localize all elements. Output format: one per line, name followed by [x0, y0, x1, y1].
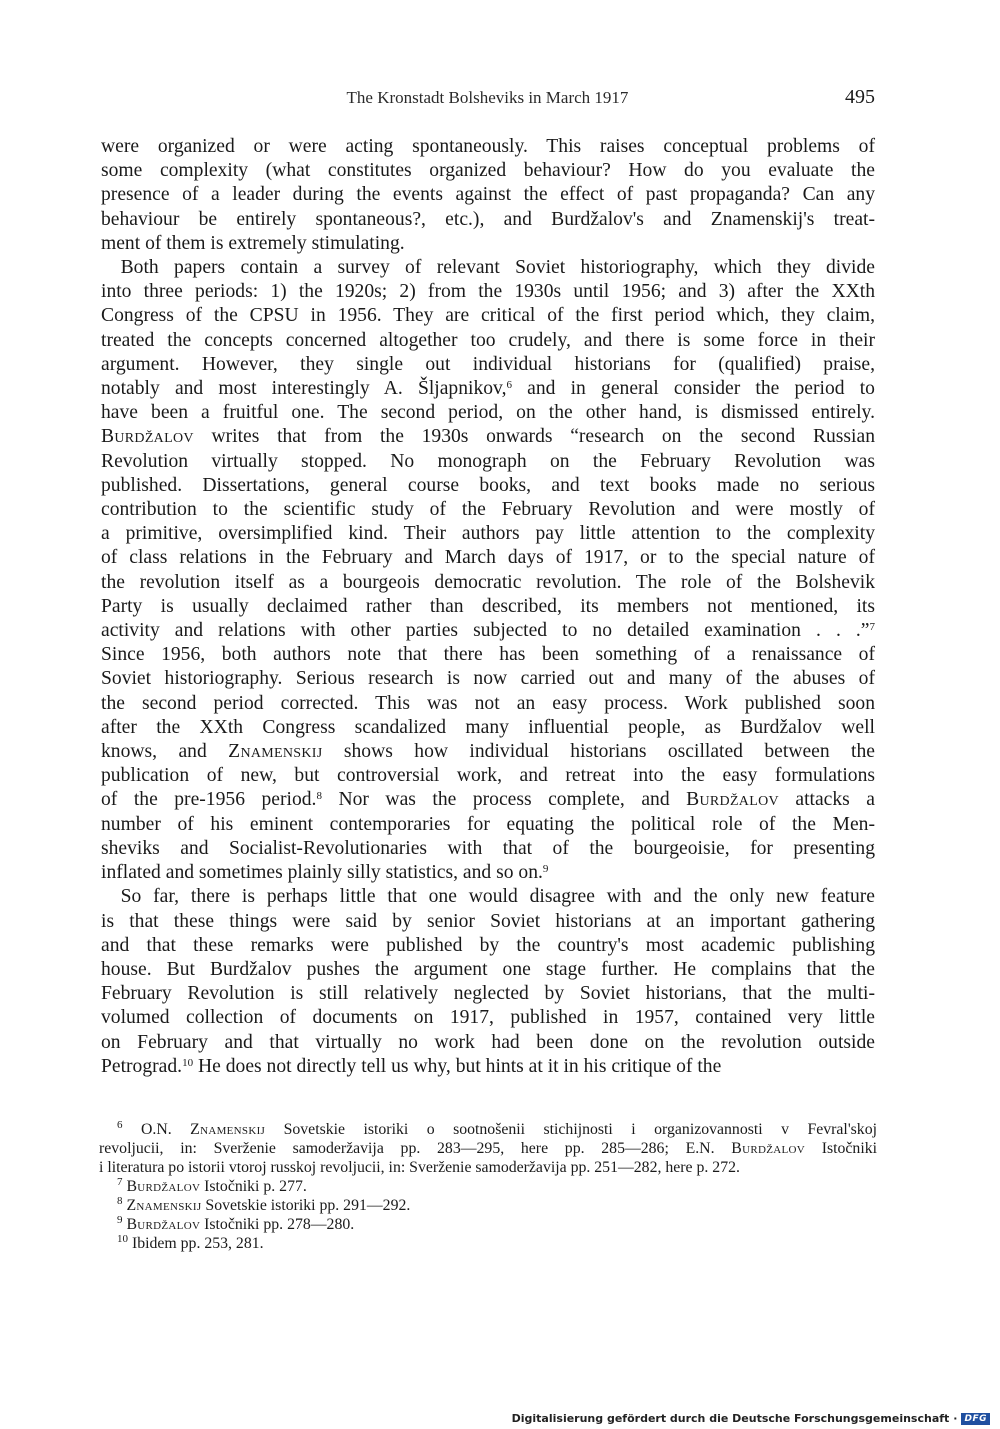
text-run: and that these remarks were published by the country's most academic publishing [101, 934, 875, 956]
footnote-line [99, 1139, 877, 1158]
footnote-ref: 10 [182, 1056, 194, 1069]
text-run: Since 1956, both authors note that there has been something of a renaissance of [101, 644, 875, 666]
text-run: the second period corrected. This was not an easy process. Work published soon [101, 692, 875, 714]
text-line [101, 401, 875, 425]
text-run: shows how individual historians oscillated between the [322, 741, 875, 763]
text-line [101, 280, 875, 304]
text-run: attacks a [778, 789, 875, 811]
text-run: Party is usually declaimed rather than described, its members not mentioned, its [101, 595, 875, 617]
dfg-logo-icon: DFG [961, 1413, 990, 1425]
text-run: writes that from the 1930s onwards “research on the second Russian [193, 426, 875, 448]
footnote-ref: 9 [542, 863, 549, 876]
text-run: published. Dissertations, general course books, and text books made no serious [101, 474, 875, 496]
text-run: number of his eminent contemporaries for equating the political role of the Men- [101, 813, 875, 835]
footnote [117, 1177, 877, 1196]
text-run: i literatura po istorii vtoroj russkoj revoljucii, in: Sverženie samoderžavija pp. 251—282, here p. 272. [99, 1159, 740, 1176]
text-line [101, 619, 875, 643]
text-run: Revolution virtually stopped. No monograph on the February Revolution was [101, 450, 875, 472]
text-run: on February and that virtually no work had been done on the revolution outside [101, 1031, 875, 1053]
text-run: Both papers contain a survey of relevant Soviet historiography, which they divide [101, 257, 875, 279]
text-line [101, 208, 875, 232]
author-name: Znamenskij [126, 1197, 202, 1214]
page-header [100, 88, 875, 114]
text-run: and in general consider the period to [511, 378, 875, 400]
paragraph [101, 885, 875, 1079]
text-run: were organized or were acting spontaneously. This raises conceptual problems of [101, 136, 875, 157]
text-line [101, 910, 875, 934]
text-run: Sovetskie istoriki pp. 291—292. [201, 1197, 411, 1214]
text-line [101, 861, 875, 885]
text-run: argument. However, they single out individual historians for (qualified) praise, [101, 353, 875, 375]
text-run: So far, there is perhaps little that one would disagree with and the only new feature [101, 886, 875, 908]
text-line [101, 764, 875, 788]
footnote-ref: 6 [506, 378, 512, 391]
running-title: The Kronstadt Bolsheviks in March 1917 [346, 88, 629, 107]
text-run: Istočniki p. 277. [200, 1178, 307, 1195]
text-line [101, 667, 875, 691]
footnote-ref: 7 [869, 621, 875, 634]
text-line [101, 232, 875, 256]
text-line [101, 571, 875, 595]
text-run: of class relations in the February and March days of 1917, or to the special nature of [101, 547, 875, 569]
text-run: Istočniki [805, 1140, 878, 1157]
text-run: Istočniki pp. 278—280. [200, 1216, 355, 1233]
footnote-line [117, 1177, 877, 1196]
footnote-ref: 9 [117, 1213, 123, 1226]
author-name: Znamenskij [228, 741, 323, 763]
text-line [101, 1031, 875, 1055]
text-line [101, 353, 875, 377]
text-run: knows, and [101, 741, 229, 763]
text-run: some complexity (what constitutes organized behaviour? How do you evaluate the [101, 160, 875, 182]
text-line [101, 885, 875, 909]
text-line [101, 425, 875, 449]
text-line [101, 813, 875, 837]
text-line [101, 546, 875, 570]
footnote-line [117, 1234, 877, 1253]
text-run: publication of new, but controversial work, and retreat into the easy formulations [101, 765, 875, 787]
text-line [101, 958, 875, 982]
text-run: the revolution itself as a bourgeois democratic revolution. The role of the Bolshevik [101, 571, 875, 593]
text-line [101, 474, 875, 498]
text-line [101, 377, 875, 401]
footnote [117, 1196, 877, 1215]
text-line [101, 595, 875, 619]
text-run: Petrograd. [101, 1055, 183, 1077]
text-line [101, 329, 875, 353]
footnote-ref: 10 [117, 1232, 128, 1245]
digitization-credit [512, 1412, 990, 1425]
text-run: Ibidem pp. 253, 281. [128, 1235, 264, 1252]
text-line [101, 522, 875, 546]
footnote-ref: 8 [117, 1194, 123, 1207]
text-line [101, 1006, 875, 1030]
text-line [101, 837, 875, 861]
text-line [101, 643, 875, 667]
author-name: Burdžalov [126, 1216, 201, 1233]
paragraph [101, 256, 875, 885]
author-name: Burdžalov [731, 1140, 805, 1157]
text-run: sheviks and Socialist-Revolutionaries with that of the bourgeoisie, for presenting [101, 837, 875, 859]
text-line [101, 135, 875, 159]
text-run: O.N. [122, 1121, 191, 1138]
text-line [101, 788, 875, 812]
text-line [101, 498, 875, 522]
footnote [99, 1118, 878, 1177]
credit-text: Digitalisierung gefördert durch die Deutsche Forschungsgemeinschaft [511, 1412, 950, 1425]
author-name: Burdžalov [686, 789, 779, 811]
text-line [101, 256, 875, 280]
text-run: of the pre-1956 period. [101, 789, 317, 811]
text-line [101, 692, 875, 716]
footnote-line [117, 1120, 877, 1139]
text-run: into three periods: 1) the 1920s; 2) from the 1930s until 1956; and 3) after the XXth [101, 281, 875, 303]
text-run: house. But Burdžalov pushes the argument one stage further. He complains that the [101, 958, 875, 980]
text-line [101, 740, 875, 764]
text-line [101, 450, 875, 474]
text-run: Congress of the CPSU in 1956. They are critical of the first period which, they claim, [101, 305, 875, 327]
text-line [101, 716, 875, 740]
main-text [101, 135, 875, 1079]
text-line [101, 982, 875, 1006]
text-run: after the XXth Congress scandalized many influential people, as Burdžalov well [101, 716, 875, 738]
text-run: volumed collection of documents on 1917, published in 1957, contained very little [101, 1007, 875, 1029]
text-run: inflated and sometimes plainly silly statistics, and so on. [101, 862, 543, 884]
text-run: presence of a leader during the events against the effect of past propaganda? Can any [101, 184, 875, 206]
text-run: is that these things were said by senior Soviet historians at an important gathering [101, 910, 875, 932]
text-run: Sovetskie istoriki o sootnošenii stichijnosti i organizovannosti v Fevral'skoj [265, 1121, 877, 1138]
footnote-line [99, 1158, 877, 1177]
text-run: February Revolution is still relatively neglected by Soviet historians, that the multi- [101, 983, 875, 1005]
text-run: treated the concepts concerned altogether too crudely, and there is some force in their [101, 329, 875, 351]
footnote [117, 1215, 877, 1234]
text-run: revoljucii, in: Sverženie samoderžavija pp. 283—295, here pp. 285—286; E.N. [99, 1140, 732, 1157]
footnote-line [117, 1215, 877, 1234]
footnote-line [117, 1196, 877, 1215]
author-name: Burdžalov [126, 1178, 201, 1195]
text-run: activity and relations with other parties subjected to no detailed examination . . .” [101, 620, 870, 642]
footnote [117, 1234, 877, 1253]
footnotes [99, 1118, 878, 1253]
text-run: contribution to the scientific study of the February Revolution and were mostly of [101, 499, 875, 521]
text-run: Soviet historiography. Serious research is now carried out and many of the abuses of [101, 668, 875, 690]
text-line [101, 183, 875, 207]
text-run: a primitive, oversimplified kind. Their authors pay little attention to the complexity [101, 523, 875, 545]
text-run: ment of them is extremely stimulating. [101, 232, 405, 254]
credit-separator: · [953, 1412, 958, 1425]
text-line [101, 304, 875, 328]
footnote-ref: 7 [117, 1175, 123, 1188]
author-name: Znamenskij [190, 1121, 266, 1138]
text-line [101, 1055, 875, 1079]
text-line [101, 159, 875, 183]
footnote-ref: 8 [316, 790, 322, 803]
text-run: Nor was the process complete, and [321, 789, 687, 811]
author-name: Burdžalov [101, 426, 194, 448]
text-run: notably and most interestingly A. Šljapnikov, [101, 378, 507, 400]
page-number: 495 [845, 86, 875, 108]
footnote-ref: 6 [117, 1118, 123, 1131]
text-line [101, 934, 875, 958]
paragraph [101, 135, 875, 256]
text-run: behaviour be entirely spontaneous?, etc.), and Burdžalov's and Znamenskij's treat- [101, 208, 875, 230]
text-run: He does not directly tell us why, but hints at it in his critique of the [193, 1055, 722, 1077]
text-run: have been a fruitful one. The second period, on the other hand, is dismissed entirely. [101, 402, 875, 424]
